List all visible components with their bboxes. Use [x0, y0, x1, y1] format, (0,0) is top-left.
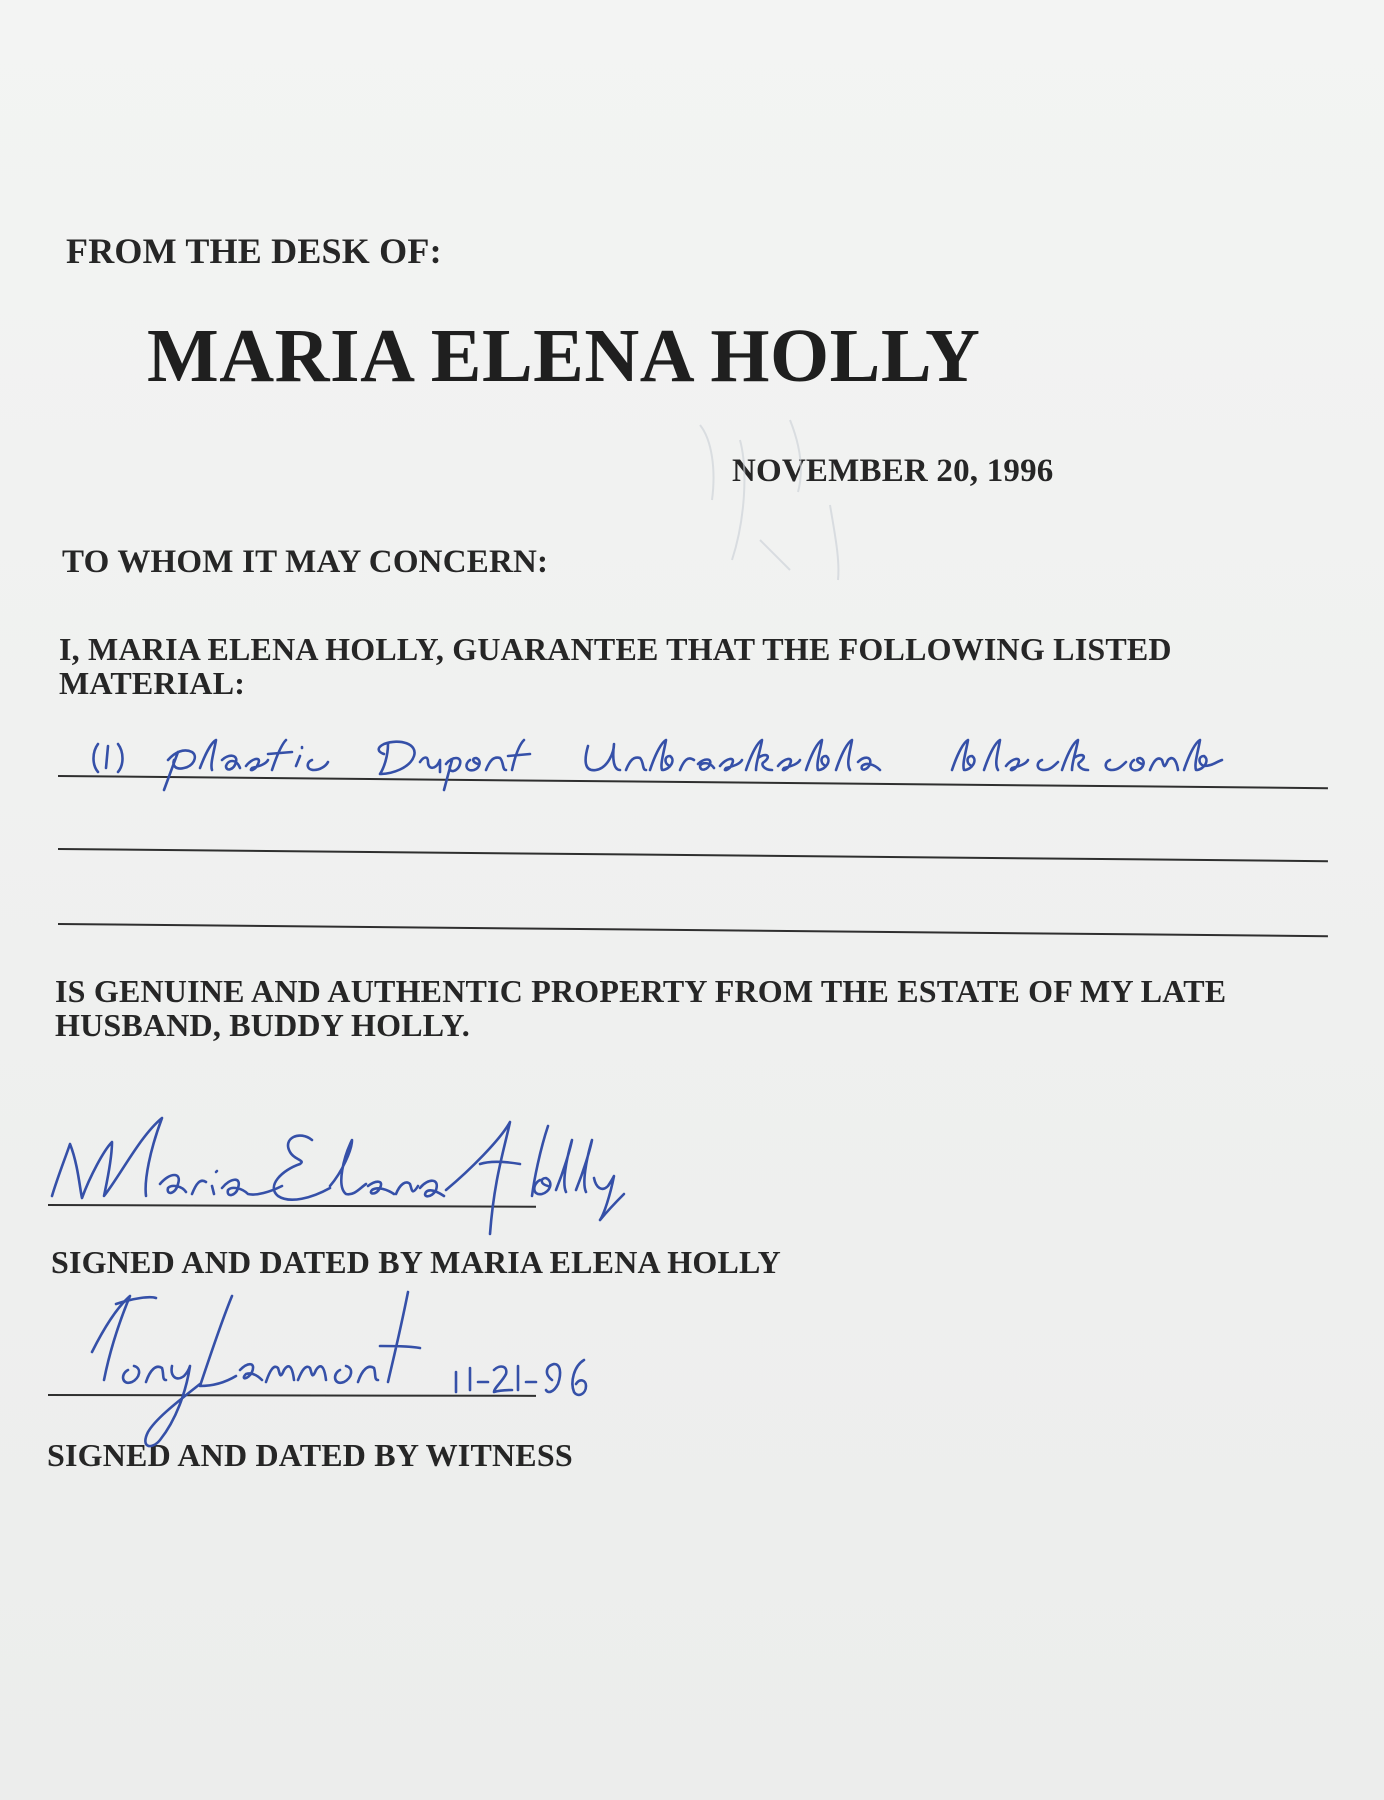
from-desk-label: FROM THE DESK OF:	[66, 231, 442, 271]
salutation: TO WHOM IT MAY CONCERN:	[62, 544, 549, 580]
letterhead-name: MARIA ELENA HOLLY	[147, 314, 981, 398]
guarantee-line-2: MATERIAL:	[59, 664, 246, 701]
witness-caption: SIGNED AND DATED BY WITNESS	[47, 1437, 573, 1473]
signer-caption: SIGNED AND DATED BY MARIA ELENA HOLLY	[51, 1244, 781, 1280]
letter-date: NOVEMBER 20, 1996	[732, 453, 1054, 489]
guarantee-line-1: I, MARIA ELENA HOLLY, GUARANTEE THAT THE FOLLOWING LISTED	[59, 631, 1172, 667]
property-line-2: HUSBAND, BUDDY HOLLY.	[55, 1006, 470, 1043]
property-line-1: IS GENUINE AND AUTHENTIC PROPERTY FROM THE ESTATE OF MY LATE	[55, 973, 1227, 1009]
